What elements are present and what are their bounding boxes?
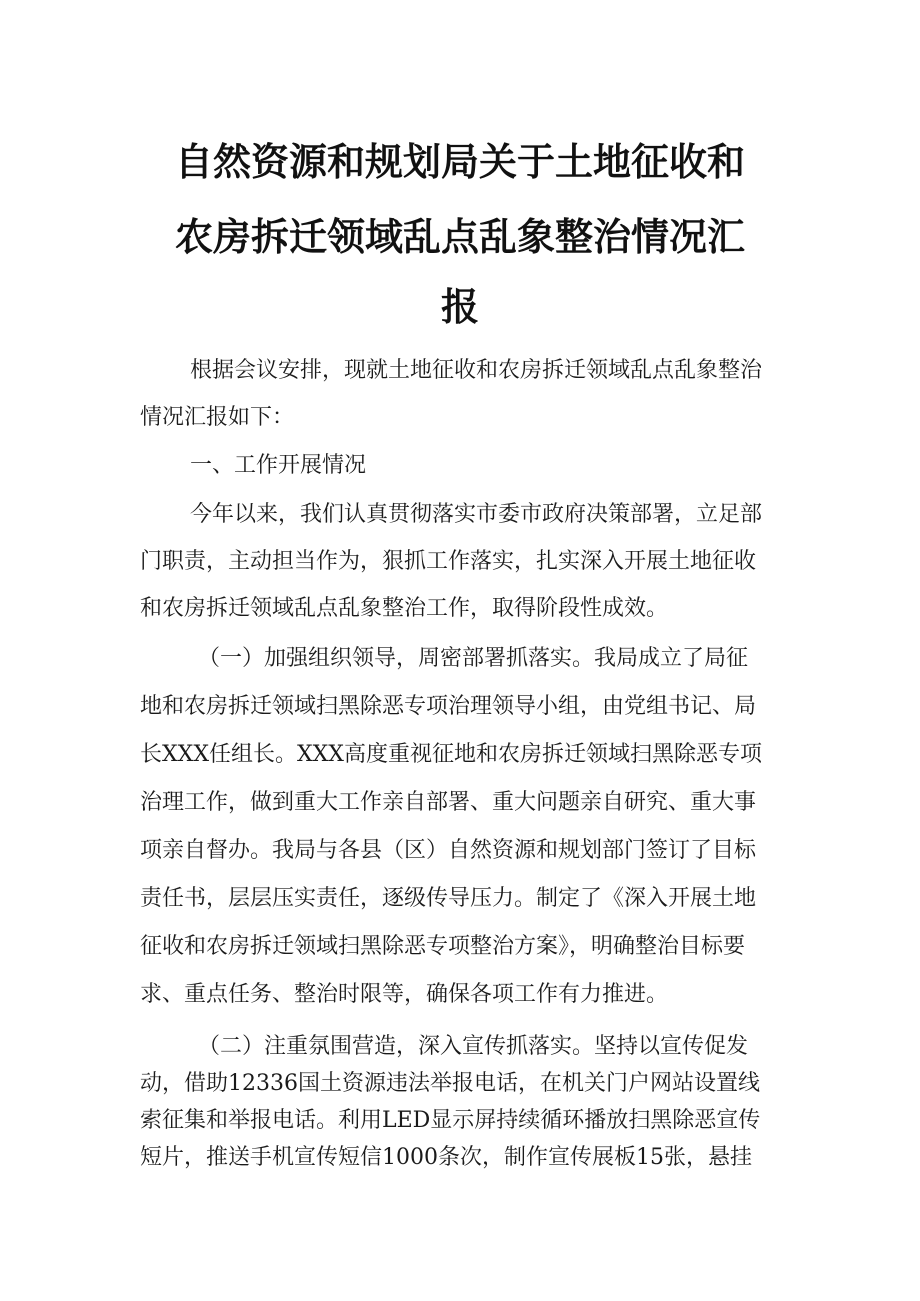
paragraph-overview-line-3: 和农房拆迁领域乱点乱象整治工作，取得阶段性成效。 — [140, 596, 669, 621]
paragraph-item-1-line-7: 征收和农房拆迁领域扫黑除恶专项整治方案》，明确整治目标要 — [140, 934, 746, 959]
paragraph-item-2-line-4: 短片，推送手机宣传短信1000条次，制作宣传展板15张，悬挂 — [140, 1145, 752, 1170]
document-title-line-1: 自然资源和规划局关于土地征收和 — [174, 140, 745, 184]
paragraph-item-1-line-3: 长XXX任组长。XXX高度重视征地和农房拆迁领域扫黑除恶专项 — [140, 742, 762, 767]
paragraph-item-1-line-4: 治理工作，做到重大工作亲自部署、重大问题亲自研究、重大事 — [140, 790, 757, 815]
paragraph-item-2-line-2: 动，借助12336国土资源违法举报电话，在机关门户网站设置线 — [140, 1071, 760, 1096]
paragraph-item-1-line-8: 求、重点任务、整治时限等，确保各项工作有力推进。 — [140, 982, 669, 1007]
paragraph-item-2-line-1: （二）注重氛围营造，深入宣传抓落实。坚持以宣传促发 — [198, 1034, 749, 1059]
paragraph-item-1-line-1: （一）加强组织领导，周密部署抓落实。我局成立了局征 — [198, 646, 749, 671]
paragraph-overview-line-1: 今年以来，我们认真贯彻落实市委市政府决策部署，立足部 — [190, 502, 763, 527]
paragraph-item-1-line-2: 地和农房拆迁领域扫黑除恶专项治理领导小组，由党组书记、局 — [140, 694, 757, 719]
document-title-line-2: 农房拆迁领域乱点乱象整治情况汇 — [174, 215, 745, 259]
section-heading-1: 一、工作开展情况 — [190, 453, 367, 478]
paragraph-overview-line-2: 门职责，主动担当作为，狠抓工作落实，扎实深入开展土地征收 — [140, 549, 757, 574]
paragraph-intro-line-2: 情况汇报如下： — [140, 405, 295, 430]
paragraph-item-1-line-5: 项亲自督办。我局与各县（区）自然资源和规划部门签订了目标 — [140, 838, 757, 863]
paragraph-item-1-line-6: 责任书，层层压实责任，逐级传导压力。制定了《深入开展土地 — [140, 886, 757, 911]
paragraph-item-2-line-3: 索征集和举报电话。利用LED显示屏持续循环播放扫黑除恶宣传 — [140, 1108, 761, 1133]
document-title-line-3: 报 — [440, 285, 479, 329]
paragraph-intro-line-1: 根据会议安排，现就土地征收和农房拆迁领域乱点乱象整治 — [190, 358, 763, 383]
